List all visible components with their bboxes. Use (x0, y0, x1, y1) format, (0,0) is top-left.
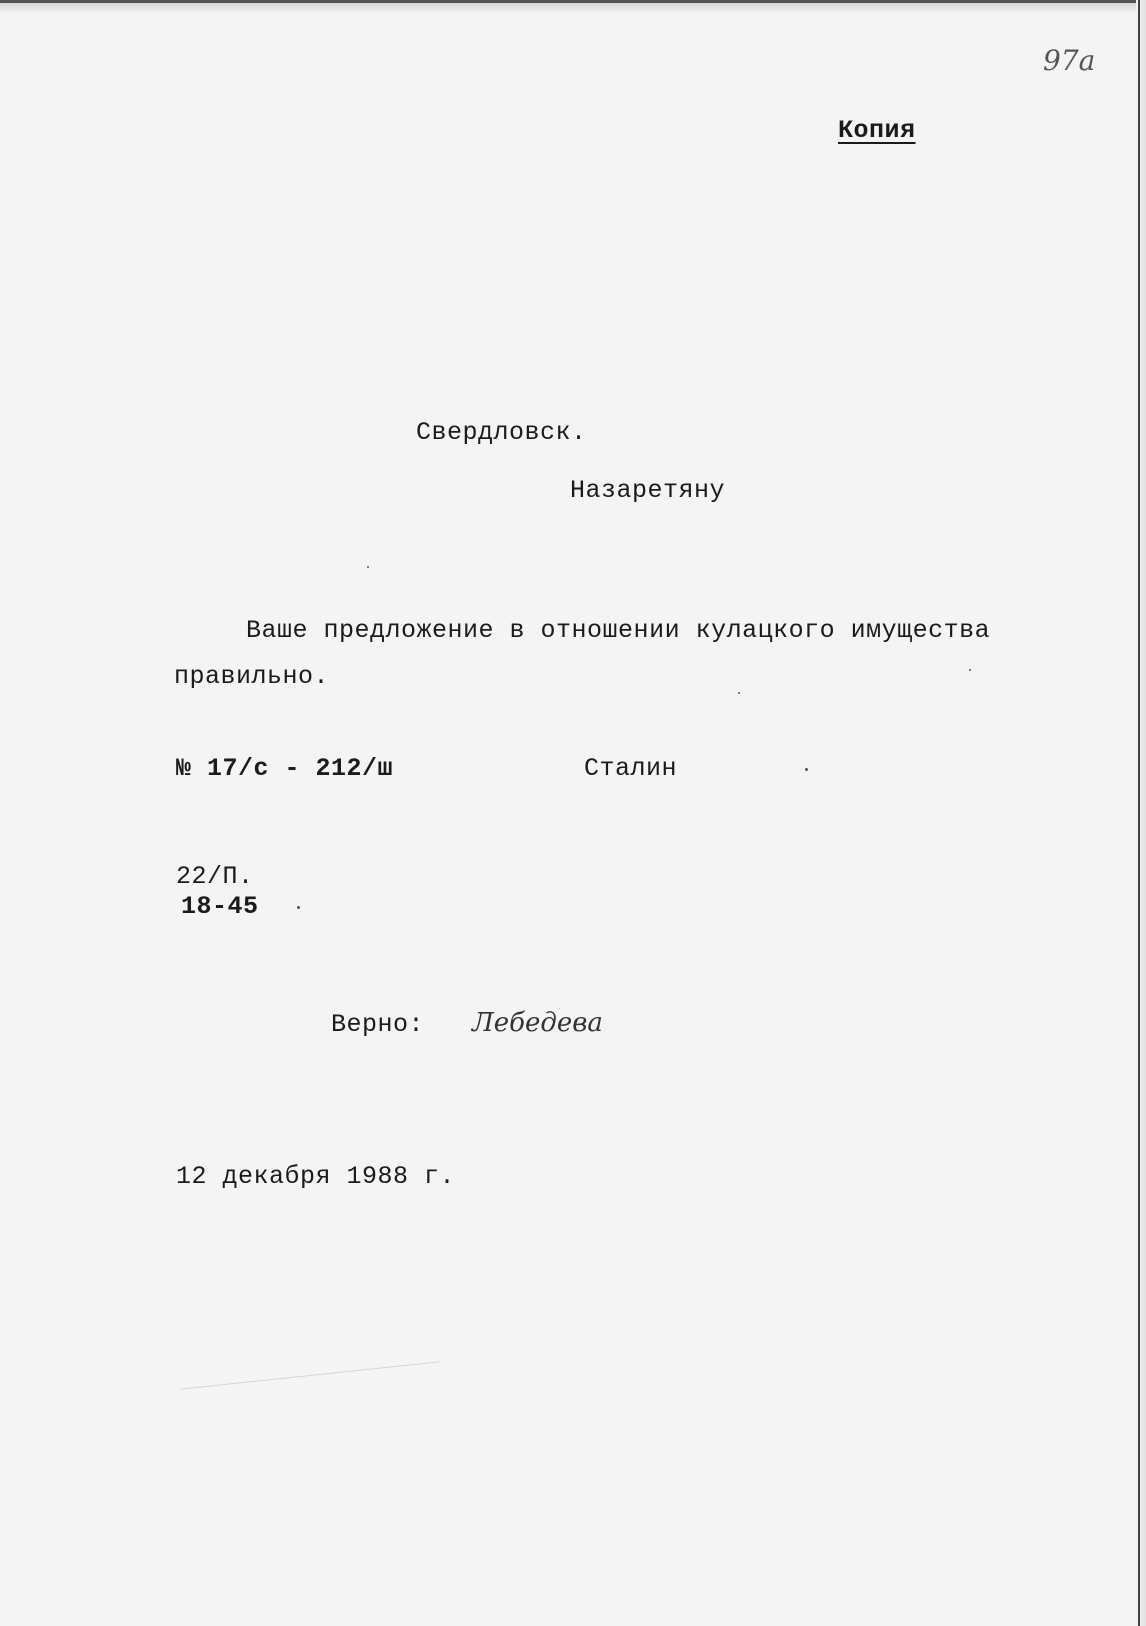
page-right-border (1138, 0, 1140, 1626)
certification-label: Верно: (331, 1010, 425, 1039)
addressee: Назаретяну (570, 476, 726, 505)
dispatch-date-code: 22/П. (176, 862, 254, 891)
signature-name: Сталин (584, 754, 678, 783)
ink-speck (738, 692, 740, 694)
certification-date: 12 декабря 1988 г. (176, 1162, 456, 1191)
body-line-2: правильно. (174, 662, 330, 691)
certifier-signature: Лебедева (472, 1008, 603, 1038)
ink-speck (805, 768, 808, 771)
ink-speck (367, 566, 369, 568)
destination-city: Свердловск. (416, 418, 587, 447)
body-line-1: Ваше предложение в отношении кулацкого имущества (246, 616, 991, 645)
reference-number: № 17/с - 212/ш (176, 754, 394, 783)
page-top-border (0, 0, 1146, 3)
archive-page-number: 97а (1043, 44, 1096, 77)
dispatch-time: 18-45 (181, 892, 259, 921)
ink-speck (969, 669, 971, 671)
ink-speck (297, 906, 300, 909)
copy-mark: Копия (838, 116, 916, 145)
paper-crease (181, 1361, 440, 1389)
